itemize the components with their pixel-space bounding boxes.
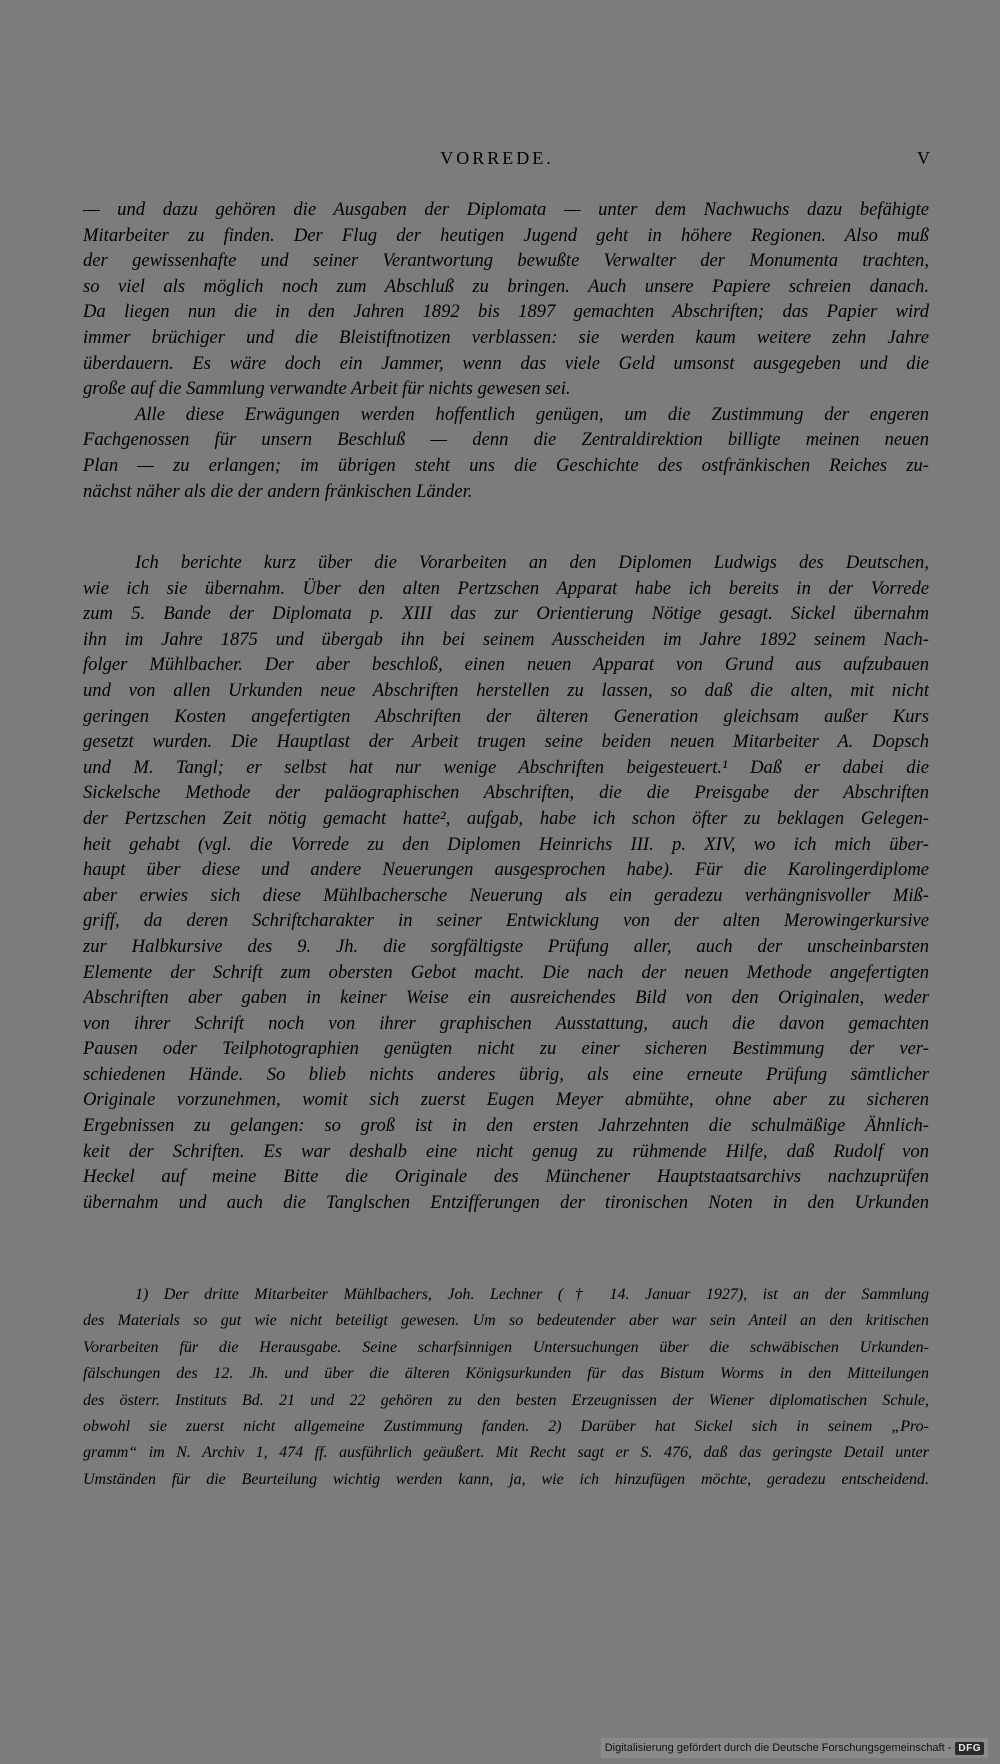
text-line: heit gehabt (vgl. die Vorrede zu den Diplomen Heinrichs III. p. XIV, wo ich mich über- — [83, 833, 929, 855]
text-line: Elemente der Schrift zum obersten Gebot macht. Die nach der neuen Methode angefertigten — [83, 961, 929, 983]
text-line: ihn im Jahre 1875 und übergab ihn bei seinem Ausscheiden im Jahre 1892 seinem Nach- — [83, 628, 929, 650]
text-line: Plan — zu erlangen; im übrigen steht uns die Geschichte des ostfränkischen Reiches zu- — [83, 454, 929, 476]
text-line: so viel als möglich noch zum Abschluß zu bringen. Auch unsere Papiere schreien danach. — [83, 275, 929, 297]
text-line: Sickelsche Methode der paläographischen Abschriften, die die Preisgabe der Abschriften — [83, 782, 929, 804]
page-header — [64, 148, 930, 178]
footnote-line: Umständen für die Beurteilung wichtig werden kann, ja, wie ich hinzufügen möchte, geradezu entscheidend. — [83, 1470, 929, 1488]
text-line: aber erwies sich diese Mühlbachersche Neuerung als ein geradezu verhängnisvoller Miß- — [83, 884, 929, 906]
text-line: Abschriften aber gaben in keiner Weise ein ausreichendes Bild von den Originalen, weder — [83, 987, 929, 1009]
running-title: VORREDE. — [440, 148, 554, 168]
page-number: V — [917, 148, 930, 168]
text-line: griff, da deren Schriftcharakter in seiner Entwicklung von der alten Merowingerkursive — [83, 910, 929, 932]
text-line: — und dazu gehören die Ausgaben der Diplomata — unter dem Nachwuchs dazu befähigte — [83, 199, 929, 220]
text-line: Ich berichte kurz über die Vorarbeiten an den Diplomen Ludwigs des Deutschen, — [135, 552, 929, 573]
text-line: Pausen oder Teilphotographien genügten nicht zu einer sicheren Bestimmung der ver- — [83, 1038, 929, 1060]
footnotes — [83, 1282, 929, 1493]
footnote-line: 1) Der dritte Mitarbeiter Mühlbachers, Joh. Lechner († 14. Januar 1927), ist an der Sammlung — [135, 1286, 929, 1303]
footer-text: Digitalisierung gefördert durch die Deutsche Forschungsgemeinschaft - — [604, 1742, 952, 1754]
dfg-logo-icon: DFG — [955, 1742, 984, 1755]
text-line: zum 5. Bande der Diplomata p. XIII das zur Orientierung Nötige gesagt. Sickel übernahm — [83, 603, 929, 625]
text-line: Ergebnissen zu gelangen: so groß ist in den ersten Jahrzehnten die schulmäßige Ähnlich- — [83, 1115, 929, 1137]
text-line: und von allen Urkunden neue Abschriften herstellen zu lassen, so daß die alten, mit nicht — [83, 679, 929, 701]
text-line: keit der Schriften. Es war deshalb eine nicht genug zu rühmende Hilfe, daß Rudolf von — [83, 1140, 929, 1162]
text-line: Originale vorzunehmen, womit sich zuerst Eugen Meyer abmühte, ohne aber zu sicheren — [83, 1089, 929, 1111]
text-line: Fachgenossen für unsern Beschluß — denn die Zentraldirektion billigte meinen neuen — [83, 429, 929, 451]
text-line: Mitarbeiter zu finden. Der Flug der heutigen Jugend geht in höhere Regionen. Also muß — [83, 224, 929, 246]
text-line: Da liegen nun die in den Jahren 1892 bis 1897 gemachten Abschriften; das Papier wird — [83, 301, 929, 323]
text-line: zur Halbkursive des 9. Jh. die sorgfältigste Prüfung aller, auch der unscheinbarsten — [83, 935, 929, 957]
footnote-line: des Materials so gut wie nicht beteiligt gewesen. Um so bedeutender aber war sein Anteil an den kritischen — [83, 1312, 929, 1330]
text-line: folger Mühlbacher. Der aber beschloß, einen neuen Apparat von Grund aus aufzubauen — [83, 654, 929, 676]
footnote-line: des österr. Instituts Bd. 21 und 22 gehören zu den besten Erzeugnissen der Wiener diplomatischen Schule, — [83, 1391, 929, 1409]
text-line: schiedenen Hände. So blieb nichts anderes übrig, als eine erneute Prüfung sämtlicher — [83, 1063, 929, 1085]
text-line: der Pertzschen Zeit nötig gemacht hatte², aufgab, habe ich schon öfter zu beklagen Gelegen- — [83, 807, 929, 829]
text-line: von ihrer Schrift noch von ihrer graphischen Ausstattung, auch die davon gemachten — [83, 1012, 929, 1034]
text-line: gesetzt wurden. Die Hauptlast der Arbeit trugen seine beiden neuen Mitarbeiter A. Dopsch — [83, 731, 929, 753]
footnote-line: fälschungen des 12. Jh. und über die älteren Königsurkunden für das Bistum Worms in den Mitteilungen — [83, 1365, 929, 1383]
paragraph-2 — [83, 550, 929, 1215]
text-line: Heckel auf meine Bitte die Originale des Münchener Hauptstaatsarchivs nachzuprüfen — [83, 1166, 929, 1188]
text-line: haupt über diese und andere Neuerungen ausgesprochen habe). Für die Karolingerdiplome — [83, 859, 929, 881]
text-line: Alle diese Erwägungen werden hoffentlich genügen, um die Zustimmung der engeren — [135, 403, 929, 425]
text-line: nächst näher als die der andern fränkischen Länder. — [83, 480, 473, 502]
text-line: übernahm und auch die Tanglschen Entzifferungen der tironischen Noten in den Urkunden — [83, 1191, 929, 1213]
text-line: überdauern. Es wäre doch ein Jammer, wenn das viele Geld umsonst ausgegeben und die — [83, 352, 929, 374]
digitization-footer — [601, 1738, 988, 1758]
footnote-line: gramm“ im N. Archiv 1, 474 ff. ausführlich geäußert. Mit Recht sagt er S. 476, daß das geringste Detail unter — [83, 1444, 929, 1462]
paragraph-1 — [83, 197, 929, 504]
text-line: große auf die Sammlung verwandte Arbeit für nichts gewesen sei. — [83, 378, 571, 400]
text-line: geringen Kosten angefertigten Abschriften der älteren Generation gleichsam außer Kurs — [83, 705, 929, 727]
text-line: wie ich sie übernahm. Über den alten Pertzschen Apparat habe ich bereits in der Vorrede — [83, 577, 929, 599]
text-line: immer brüchiger und die Bleistiftnotizen verblassen: sie werden kaum weitere zehn Jahre — [83, 326, 929, 348]
footnote-line: Vorarbeiten für die Herausgabe. Seine scharfsinnigen Untersuchungen über die schwäbischen Urkunden- — [83, 1338, 929, 1356]
footnote-line: obwohl sie zuerst nicht allgemeine Zustimmung fanden. 2) Darüber hat Sickel sich in seinem „Pro- — [83, 1417, 929, 1435]
text-line: der gewissenhafte und seiner Verantwortung bewußte Verwalter der Monumenta trachten, — [83, 250, 929, 272]
text-line: und M. Tangl; er selbst hat nur wenige Abschriften beigesteuert.¹ Daß er dabei die — [83, 756, 929, 778]
